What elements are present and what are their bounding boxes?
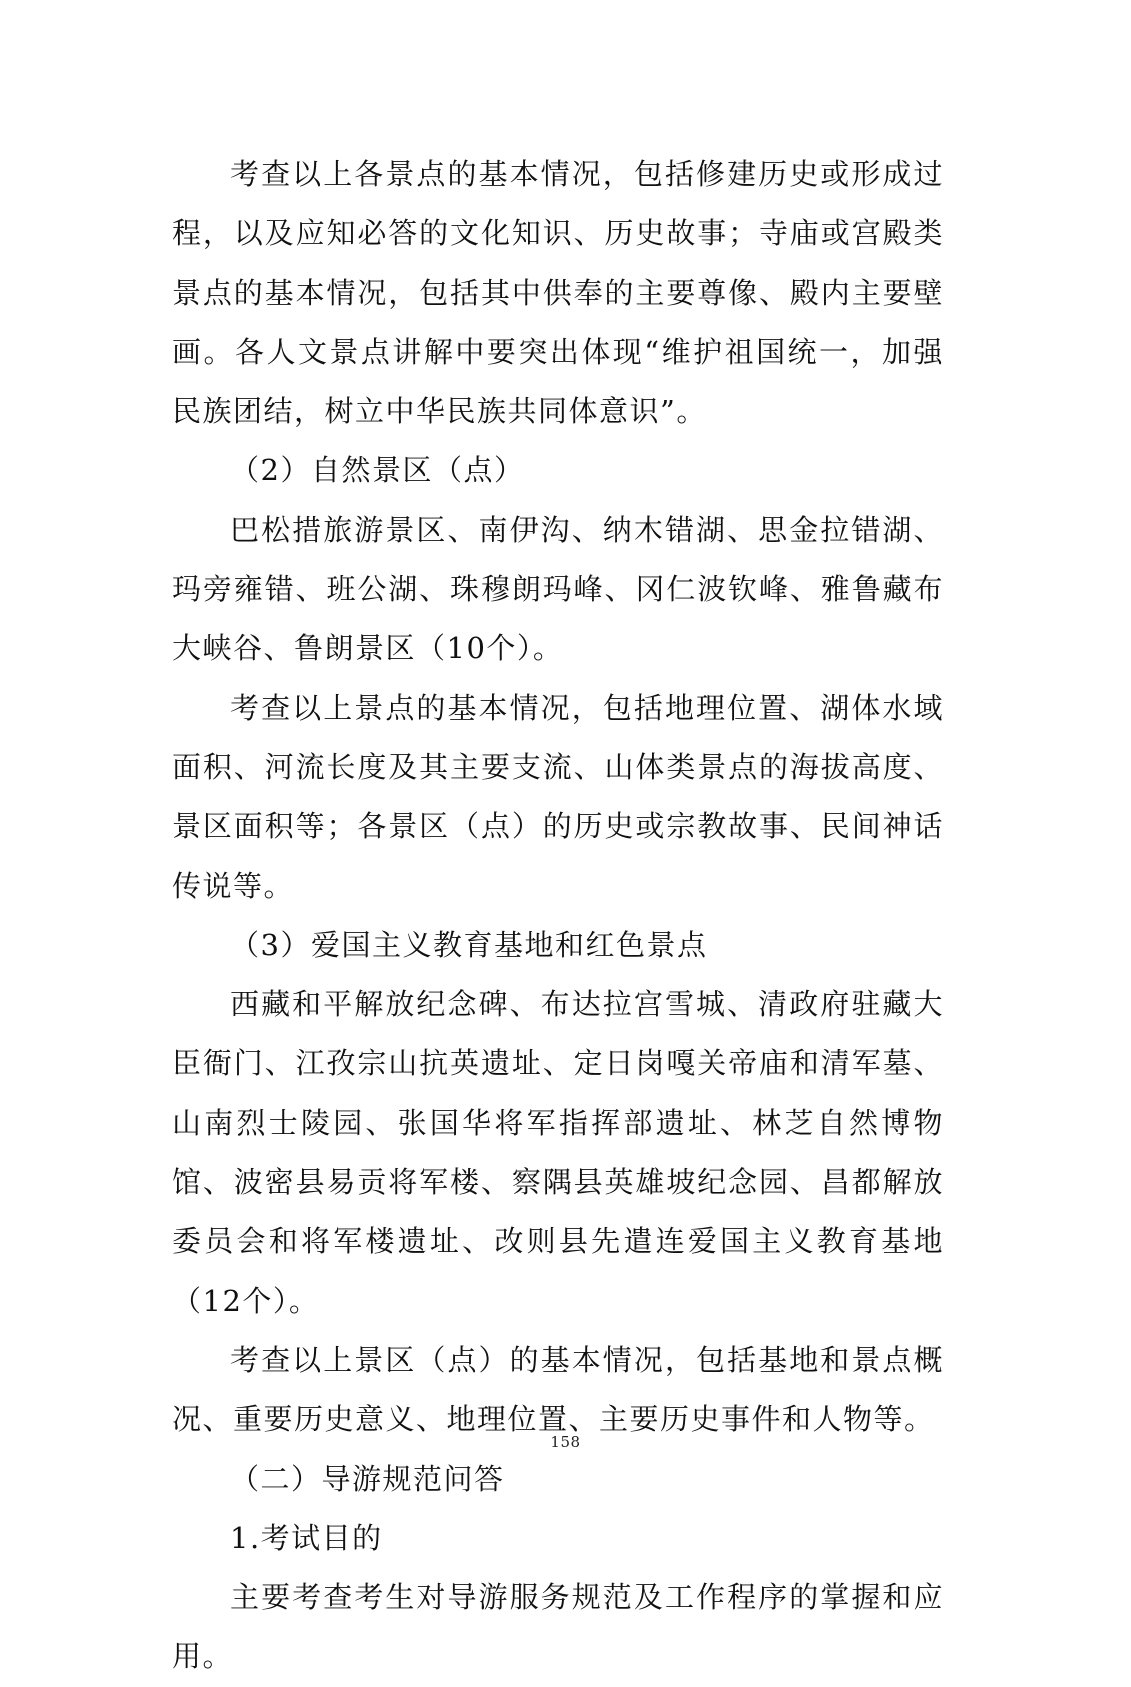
paragraph-cultural-sites-requirements: 考查以上各景点的基本情况，包括修建历史或形成过程，以及应知必答的文化知识、历史故事；寺庙或宫殿类景点的基本情况，包括其中供奉的主要尊像、殿内主要壁画。各人文景点讲解中要突出体现“维护祖国统一，加强民族团结，树立中华民族共同体意识”。 (172, 157, 944, 429)
heading-natural-scenic-areas: （2）自然景区（点） (230, 453, 525, 488)
paragraph-patriotic-sites-list: 西藏和平解放纪念碑、布达拉宫雪城、清政府驻藏大臣衙门、江孜宗山抗英遗址、定日岗嘎关帝庙和清军墓、山南烈士陵园、张国华将军指挥部遗址、林芝自然博物馆、波密县易贡将军楼、察隅县英雄坡纪念园、昌都解放委员会和将军楼遗址、改则县先遣连爱国主义教育基地（12个）。 (172, 987, 944, 1318)
paragraph-exam-purpose: 主要考查考生对导游服务规范及工作程序的掌握和应用。 (172, 1580, 944, 1674)
document-body (172, 145, 944, 1687)
heading-patriotic-education-bases: （3）爱国主义教育基地和红色景点 (230, 927, 708, 962)
heading-guide-standard-qa: （二）导游规范问答 (230, 1461, 505, 1496)
paragraph-natural-sites-requirements: 考查以上景点的基本情况，包括地理位置、湖体水域面积、河流长度及其主要支流、山体类景点的海拔高度、景区面积等；各景区（点）的历史或宗教故事、民间神话传说等。 (172, 690, 944, 903)
paragraph-patriotic-sites-requirements: 考查以上景区（点）的基本情况，包括基地和景点概况、重要历史意义、地理位置、主要历史事件和人物等。 (172, 1342, 944, 1437)
heading-exam-purpose: 1.考试目的 (230, 1520, 383, 1555)
page-number: 158 (550, 1433, 581, 1451)
paragraph-natural-sites-list: 巴松措旅游景区、南伊沟、纳木错湖、思金拉错湖、玛旁雍错、班公湖、珠穆朗玛峰、冈仁波钦峰、雅鲁藏布大峡谷、鲁朗景区（10个）。 (172, 512, 944, 666)
